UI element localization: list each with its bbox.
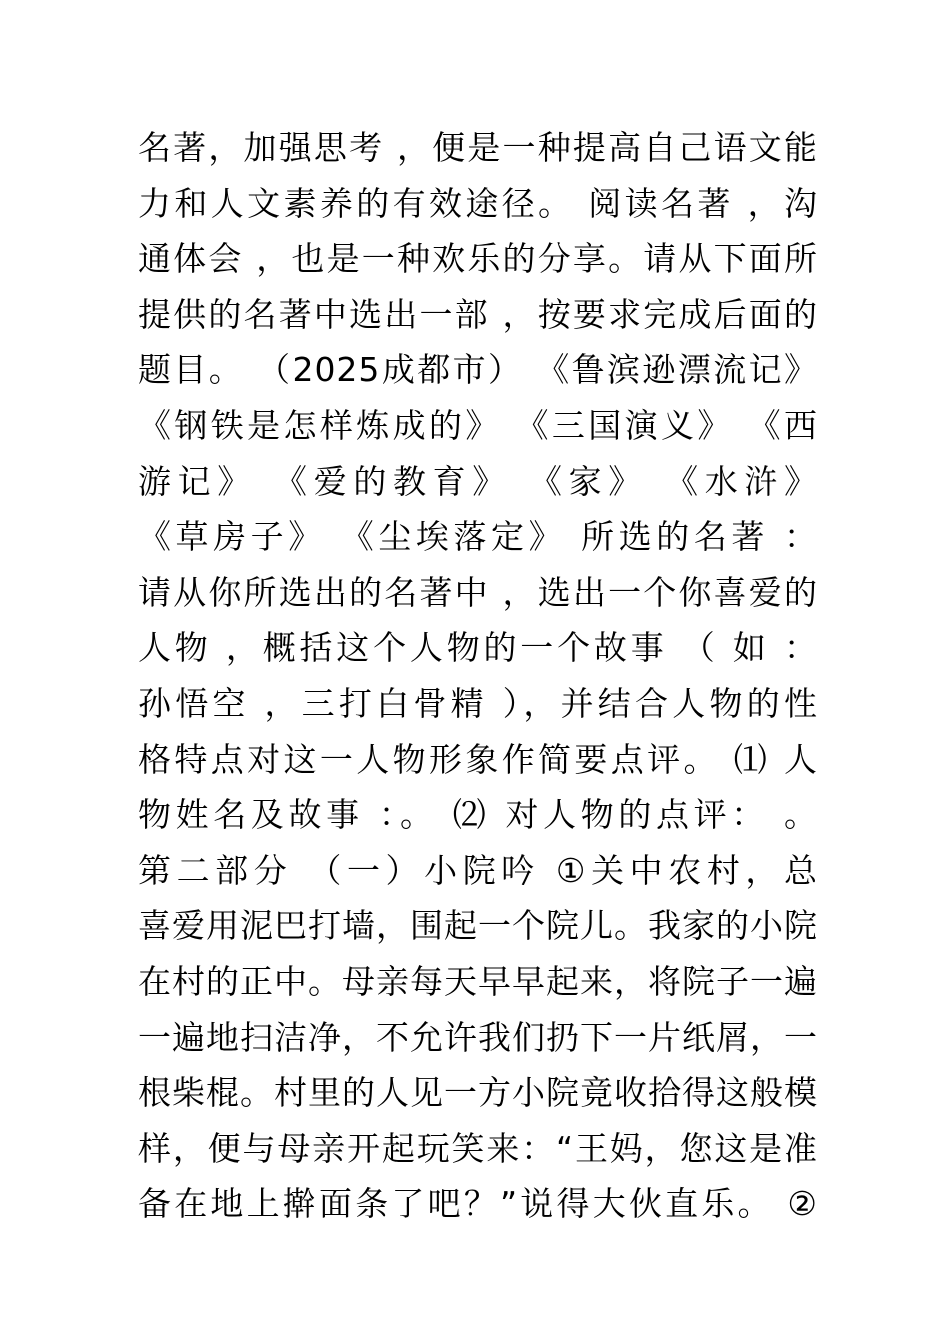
text-line: 一遍地扫洁净，不允许我们扔下一片纸屑，一 <box>138 1017 818 1057</box>
document-body <box>138 120 818 1232</box>
text-line: 游记》 《爱的教育》 《家》 《水浒》 <box>138 461 818 501</box>
text-line: 物姓名及故事 ：。 ⑵ 对人物的点评： 。 <box>138 795 818 835</box>
text-line: 《草房子》 《尘埃落定》 所选的名著 ： <box>138 517 818 557</box>
text-line: 题目。 （2025成都市） 《鲁滨逊漂流记》 <box>138 350 818 390</box>
text-line: 第二部分 （一）小院吟 ①关中农村，总 <box>138 850 818 890</box>
text-line: 提供的名著中选出一部 ，按要求完成后面的 <box>138 294 818 334</box>
text-line: 备在地上擀面条了吧？”说得大伙直乐。 ② <box>138 1184 818 1224</box>
text-line: 力和人文素养的有效途径。 阅读名著 ，沟 <box>138 183 818 223</box>
text-line: 《钢铁是怎样炼成的》 《三国演义》 《西 <box>138 405 818 445</box>
text-line: 通体会 ，也是一种欢乐的分享。请从下面所 <box>138 239 818 279</box>
text-line: 请从你所选出的名著中 ，选出一个你喜爱的 <box>138 572 818 612</box>
text-line: 根柴棍。村里的人见一方小院竟收拾得这般模 <box>138 1073 818 1113</box>
text-line: 人物 ，概括这个人物的一个故事 （ 如 ： <box>138 628 818 668</box>
text-line: 在村的正中。母亲每天早早起来，将院子一遍 <box>138 961 818 1001</box>
text-line: 名著，加强思考 ，便是一种提高自己语文能 <box>138 128 818 167</box>
text-line: 喜爱用泥巴打墙，围起一个院儿。我家的小院 <box>138 906 818 946</box>
text-line: 孙悟空 ，三打白骨精 ），并结合人物的性 <box>138 683 818 723</box>
text-line: 样，便与母亲开起玩笑来：“王妈，您这是准 <box>138 1128 818 1168</box>
text-line: 格特点对这一人物形象作简要点评。 ⑴ 人 <box>138 739 818 779</box>
